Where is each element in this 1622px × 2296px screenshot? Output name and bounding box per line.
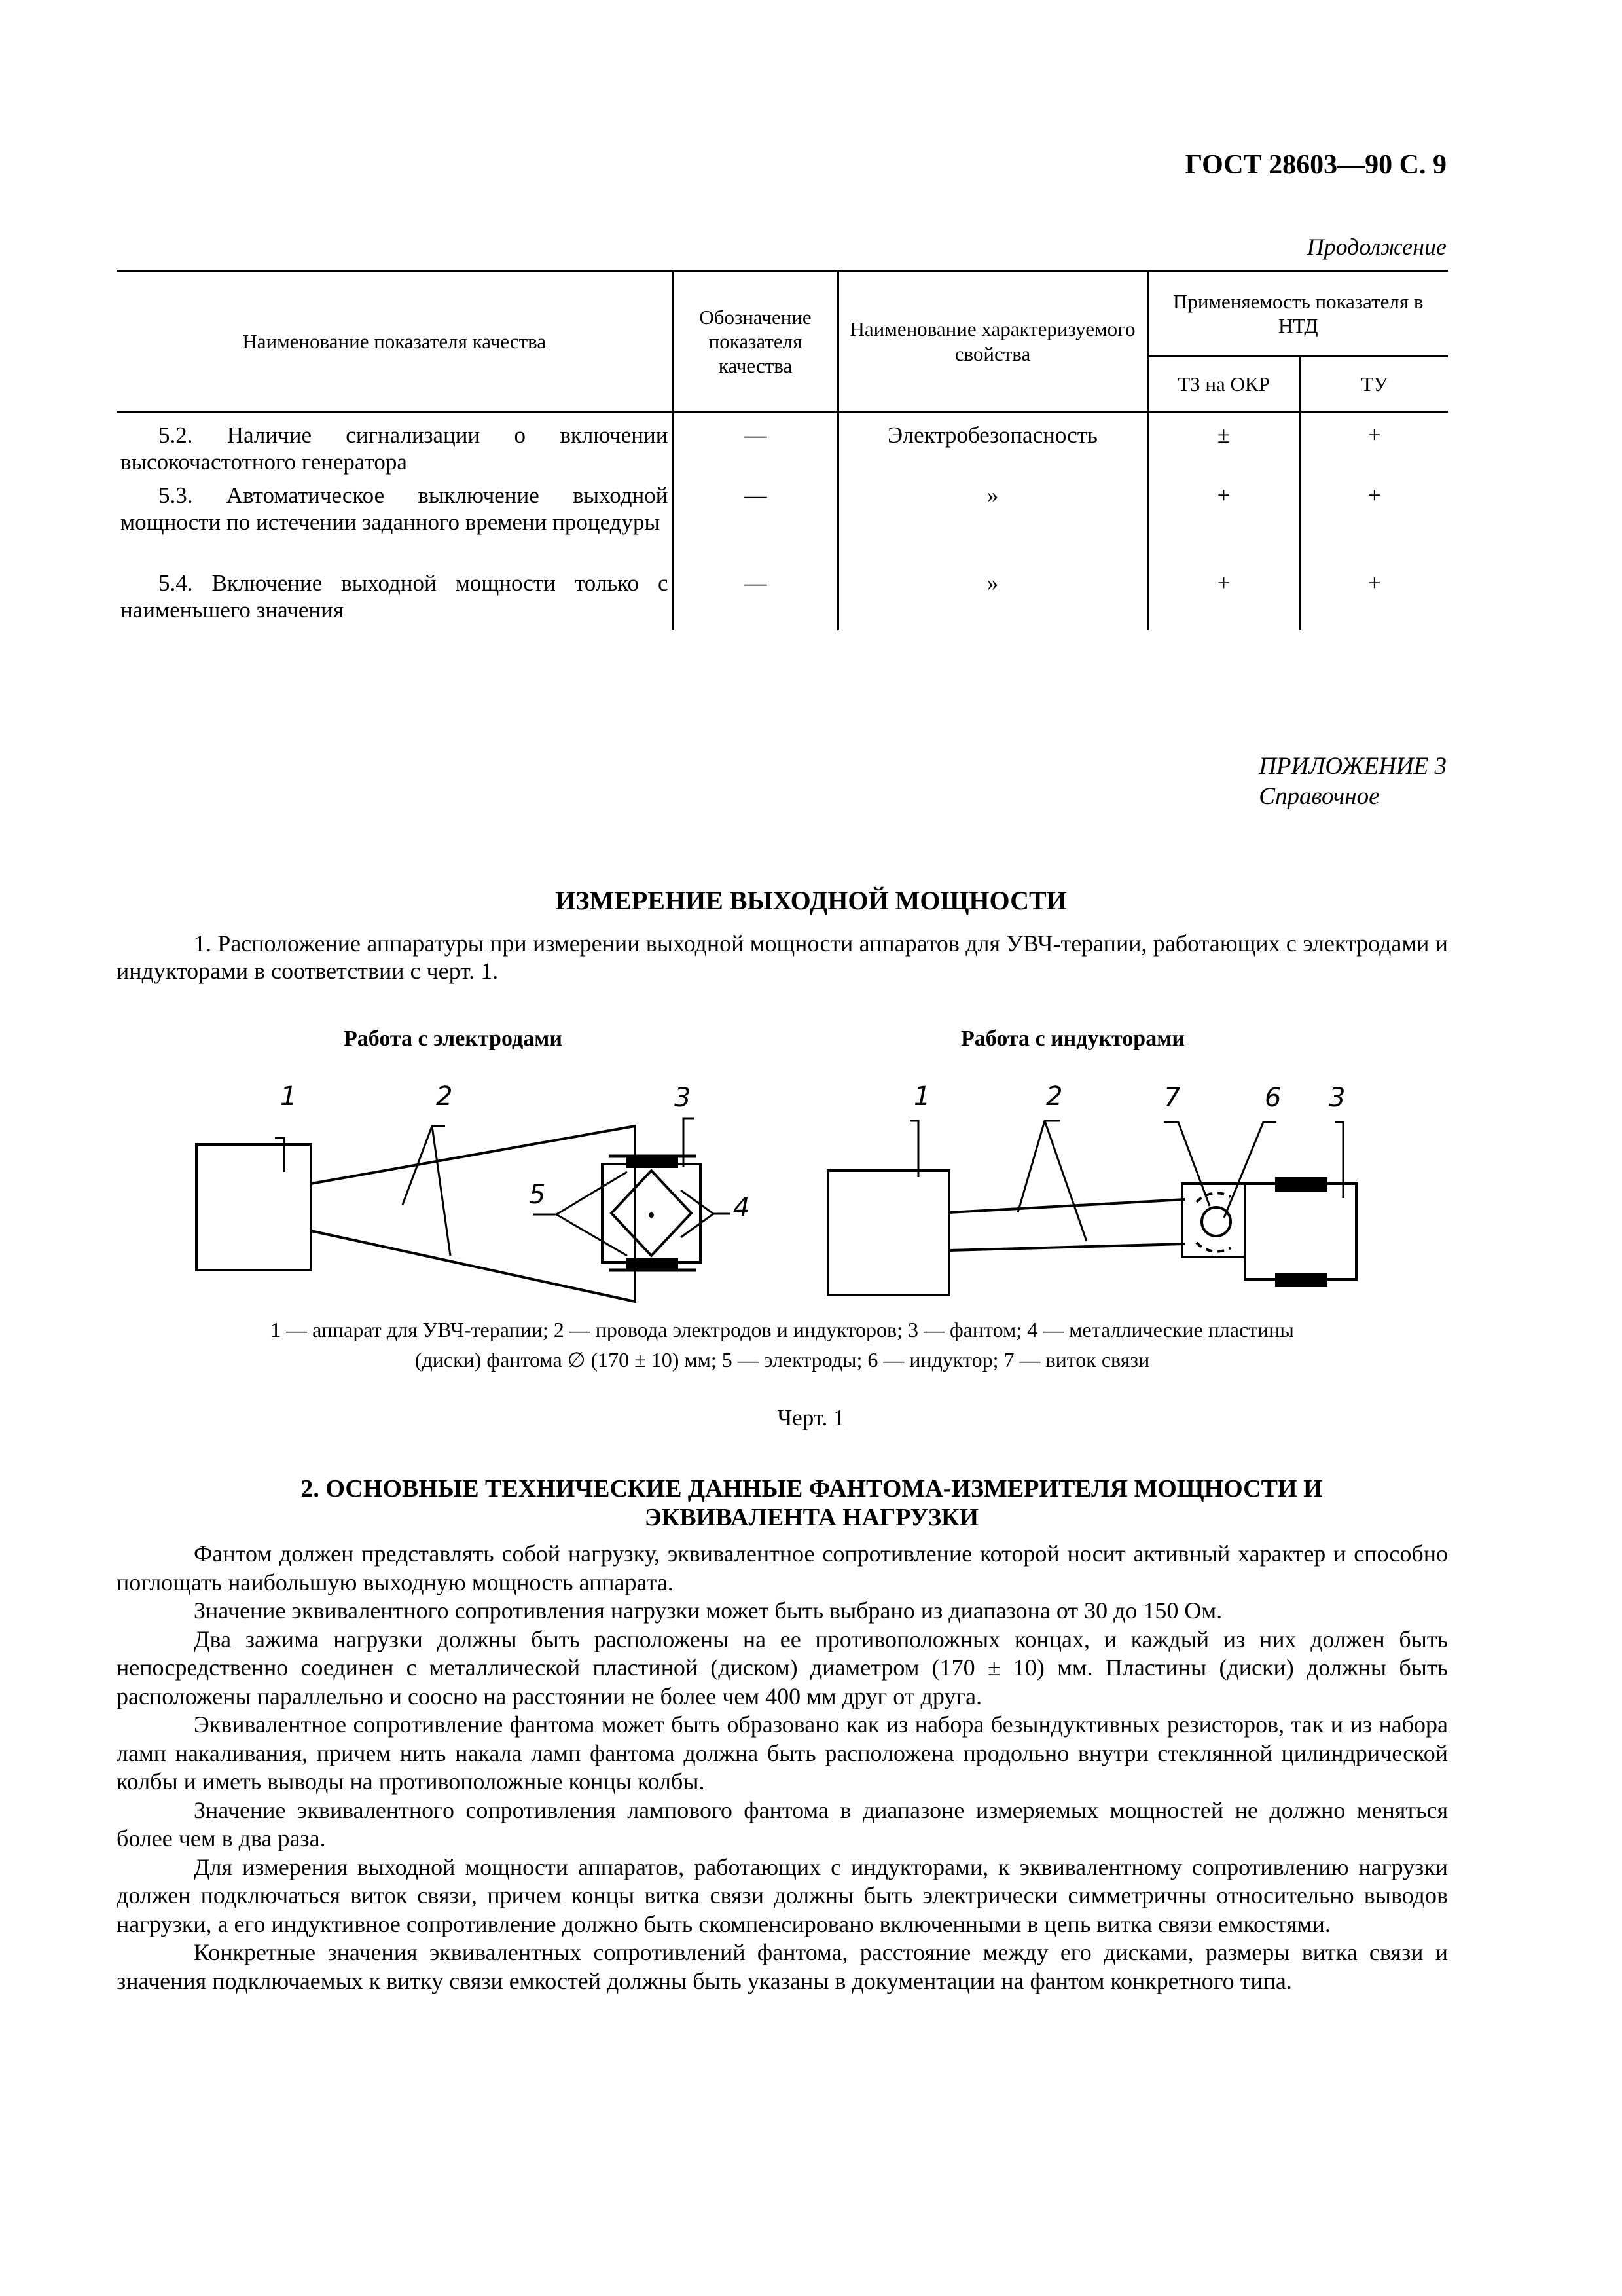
leader-5a [533,1172,627,1214]
leader-1 [275,1138,284,1172]
row-name: 5.3. Автоматическое выключение выходной мощности по истечении заданного времени процедуры [120,483,668,535]
row-tu: + [1300,483,1448,570]
col-header-property: Наименование характеризуемого свойства [838,271,1147,412]
row-name: 5.4. Включение выходной мощности только с наименьшего значения [120,570,668,623]
quality-indicators-table [117,270,1448,630]
r-leader-6 [1224,1122,1276,1218]
appendix-title: ПРИЛОЖЕНИЕ 3 [1259,753,1447,780]
paragraph: Значение эквивалентного сопротивления нагрузки может быть выбрано из диапазона от 30 до 150 Ом. [194,1597,1223,1624]
figure-left-title: Работа с электродами [344,1027,562,1051]
paragraph: Значение эквивалентного сопротивления лампового фантома в диапазоне измеряемых мощностей не должно меняться более чем в два раза. [117,1796,1448,1851]
fig-left-label-3: 3 [674,1083,691,1113]
paragraph: Эквивалентное сопротивление фантома может быть образовано как из набора безындуктивных резисторов, так и из набора ламп накаливания, причем нить накала ламп фантома должна быть расположена продольно внутри стеклянной цилиндрической колбы и иметь выводы на противоположные концы колбы. [117,1711,1448,1795]
fig-right-label-3: 3 [1329,1083,1346,1113]
paragraph: Фантом должен представлять собой нагрузку, эквивалентное сопротивление которой носит активный характер и способно поглощать наибольшую выходную мощность аппарата. [117,1540,1448,1595]
figure-caption: Черт. 1 [777,1405,845,1430]
inductor-wire-bottom [949,1244,1185,1250]
fig-left-label-5: 5 [529,1180,546,1210]
section2-title: 2. ОСНОВНЫЕ ТЕХНИЧЕСКИЕ ДАННЫЕ ФАНТОМА-ИЗМЕРИТЕЛЯ МОЩНОСТИ И ЭКВИВАЛЕНТА НАГРУЗКИ [300,1475,1323,1531]
page-header: ГОСТ 28603—90 С. 9 [1185,150,1447,180]
appendix-heading [1259,752,1447,812]
paragraph: Для измерения выходной мощности аппаратов, работающих с индукторами, к эквивалентному сопротивлению нагрузки должен подключаться виток связи, причем концы витка связи должны быть электрически симметричны относительно выводов нагрузки, а его индуктивное сопротивление должно быть скомпенсировано включенными в цепь витка связи емкостями. [117,1853,1448,1937]
fig-right-label-1: 1 [914,1082,931,1112]
plate-top-right [1276,1178,1326,1190]
r-leader-7 [1164,1122,1210,1206]
phantom-right [1245,1184,1356,1279]
electrodes-setup [196,1118,730,1302]
row-tz: + [1147,483,1300,570]
inductor-wire-top [949,1199,1185,1212]
row-tz: + [1147,570,1300,630]
row-designation: — [673,412,838,483]
table-row [117,412,1448,483]
r-leader-3 [1335,1122,1343,1198]
inductors-setup [828,1121,1356,1295]
fig-left-label-2: 2 [436,1082,453,1112]
leader-2b [432,1126,450,1256]
row-name: 5.2. Наличие сигнализации о включении высокочастотного генератора [120,422,668,475]
col-header-tu: ТУ [1300,357,1448,412]
figure-diagram [0,1061,1622,1309]
r-leader-2a [1018,1121,1060,1212]
col-header-name: Наименование показателя качества [117,271,673,412]
row-designation: — [673,483,838,570]
row-designation: — [673,570,838,630]
figure-right-title: Работа с индукторами [961,1027,1185,1051]
leader-3 [683,1118,694,1167]
row-property: » [838,483,1147,570]
col-header-designation: Обозначение показателя качества [673,271,838,412]
fig-right-label-2: 2 [1046,1082,1063,1112]
legend-line-2: (диски) фантома ∅ (170 ± 10) мм; 5 — электроды; 6 — индуктор; 7 — виток связи [414,1348,1150,1372]
table-continuation-label: Продолжение [1307,234,1447,260]
leader-5b [556,1214,627,1256]
row-tu: + [1300,570,1448,630]
section1-paragraph: 1. Расположение аппаратуры при измерении выходной мощности аппаратов для УВЧ-терапии, работающих с электродами и индукторами в соответствии с черт. 1. [117,930,1448,984]
table-row [117,483,1448,570]
table-row [117,570,1448,630]
col-header-tz: ТЗ на ОКР [1147,357,1300,412]
section2-body [117,1540,1448,1995]
row-tu: + [1300,412,1448,483]
col-header-applicability: Применяемость показателя в НТД [1147,271,1448,357]
legend-line-1: 1 — аппарат для УВЧ-терапии; 2 — провода электродов и индукторов; 3 — фантом; 4 — металлические пластины [270,1318,1294,1341]
plate-bottom-right [1276,1274,1326,1286]
row-tz: ± [1147,412,1300,483]
electrode-wires [311,1126,635,1302]
fig-right-label-7: 7 [1164,1083,1181,1113]
figure-legend [117,1315,1448,1375]
paragraph: Два зажима нагрузки должны быть расположены на ее противоположных концах, и каждый из них должен быть непосредственно соединен с металлической пластиной (диском) диаметром (170 ± 10) мм. Пластины (диски) должны быть расположены параллельно и соосно на расстоянии не более чем 400 мм друг от друга. [117,1626,1448,1709]
paragraph: Конкретные значения эквивалентных сопротивлений фантома, расстояние между его дисками, размеры витка связи и значения подключаемых к витку связи емкостей должны быть указаны в документации на фантом конкретного типа. [117,1939,1448,1994]
appendix-subtitle: Справочное [1259,783,1380,811]
section1-title: ИЗМЕРЕНИЕ ВЫХОДНОЙ МОЩНОСТИ [555,886,1067,915]
fig-right-label-6: 6 [1265,1083,1282,1113]
coupling-box [1182,1184,1245,1257]
fig-left-label-1: 1 [280,1082,297,1112]
r-leader-2b [1045,1121,1087,1241]
uhf-apparatus-left [196,1144,311,1270]
row-property: Электробезопасность [838,412,1147,483]
uhf-apparatus-right [828,1171,949,1295]
fig-left-label-4: 4 [733,1193,750,1223]
r-leader-1 [910,1121,918,1177]
row-property: » [838,570,1147,630]
